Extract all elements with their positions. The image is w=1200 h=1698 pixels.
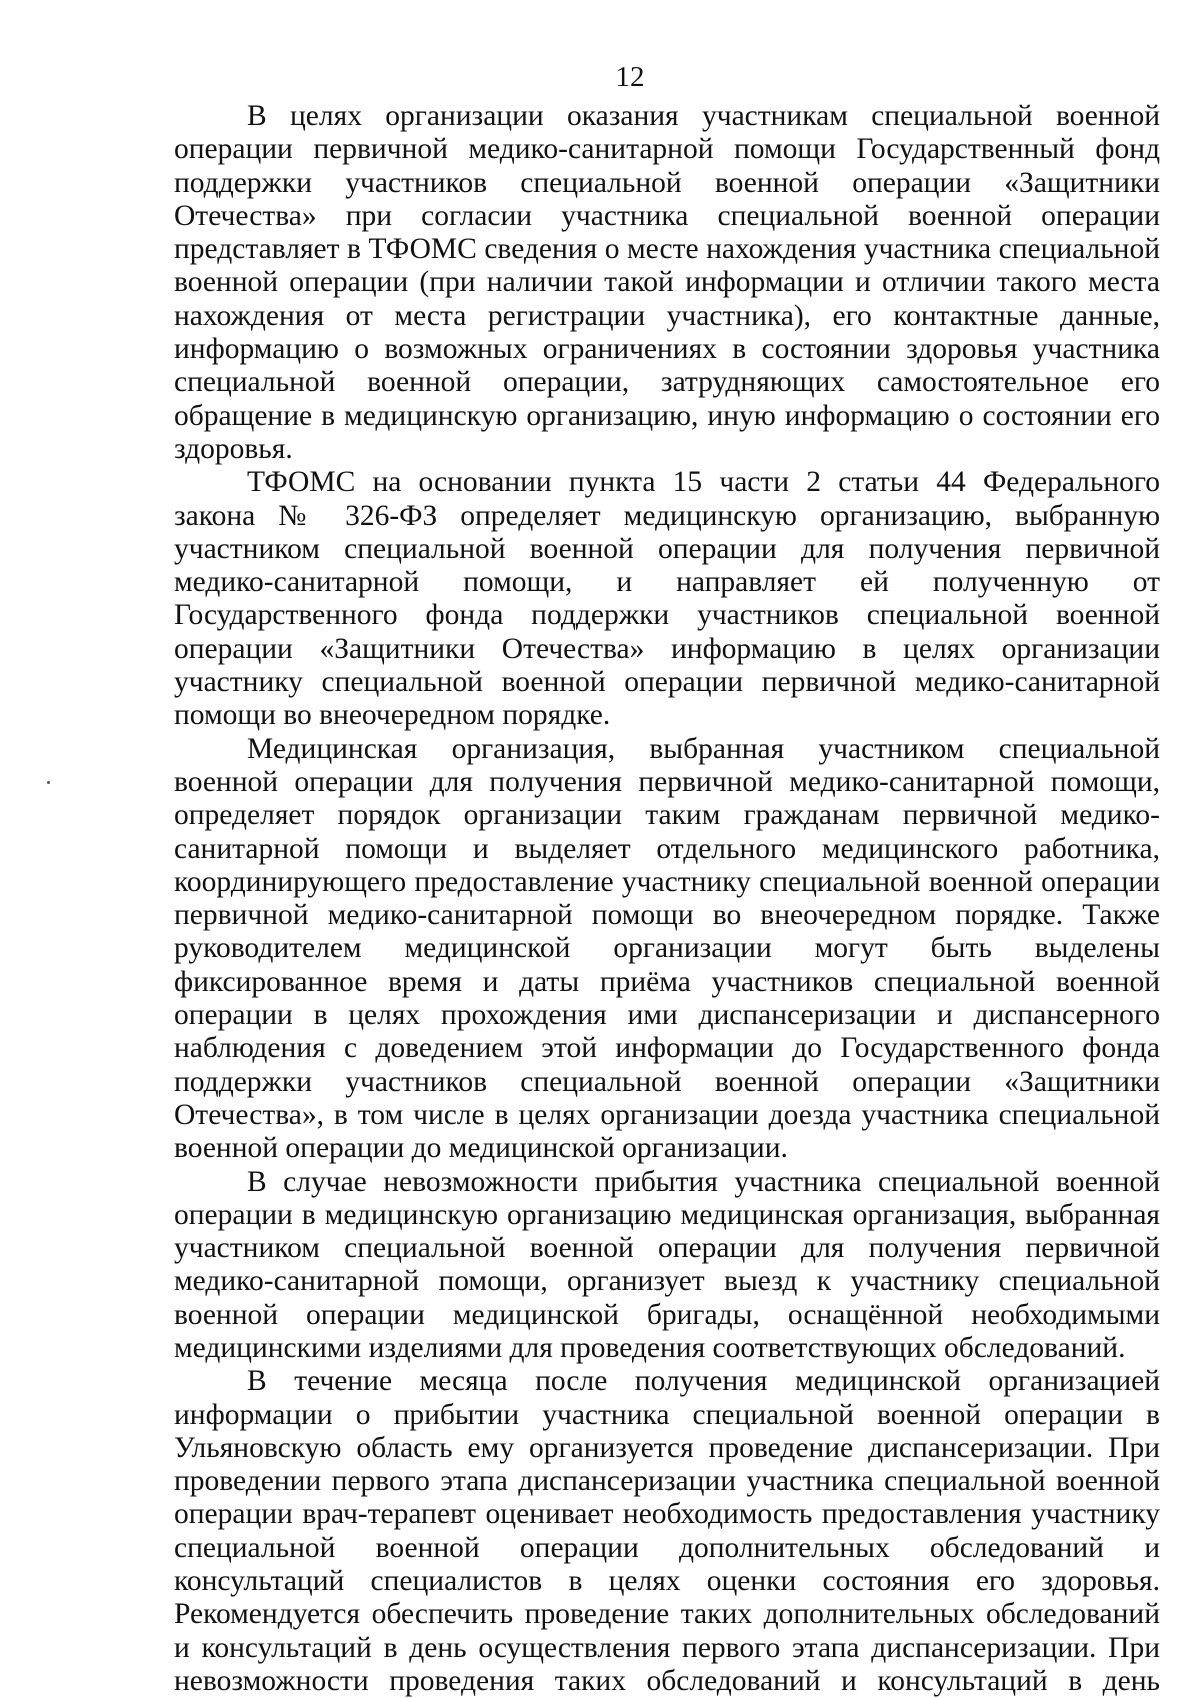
paragraph-3: Медицинская организация, выбранная участником специальной военной операции для получения первичной медико-санитарной помощи, определяет порядок организации таким гражданам первичной медико-санитарной помощи и выделяет отдельного медицинского работника, координирующего предоставление участнику специальной военной операции первичной медико-санитарной помощи во внеочередном порядке. Также руководителем медицинской организации могут быть выделены фиксированное время и даты приёма участников специальной военной операции в целях прохождения ими диспансеризации и диспансерного наблюдения с доведением этой информации до Государственного фонда поддержки участников специальной военной операции «Защитники Отечества», в том числе в целях организации доезда участника специальной военной операции до медицинской организации. — [174, 732, 1160, 1165]
paragraph-1: В целях организации оказания участникам специальной военной операции первичной медико-санитарной помощи Государственный фонд поддержки участников специальной военной операции «Защитники Отечества» при согласии участника специальной военной операции представляет в ТФОМС сведения о месте нахождения участника специальной военной операции (при наличии такой информации и отличии такого места нахождения от места регистрации участника), его контактные данные, информацию о возможных ограничениях в состоянии здоровья участника специальной военной операции, затрудняющих самостоятельное его обращение в медицинскую организацию, иную информацию о состоянии его здоровья. — [174, 100, 1160, 465]
paragraph-5: В течение месяца после получения медицинской организацией информации о прибытии участника специальной военной операции в Ульяновскую область ему организуется проведение диспансеризации. При проведении первого этапа диспансеризации участника специальной военной операции врач-терапевт оценивает необходимость предоставления участнику специальной военной операции дополнительных обследований и консультаций специалистов в целях оценки состояния его здоровья. Рекомендуется обеспечить проведение таких дополнительных обследований и консультаций в день осуществления первого этапа диспансеризации. При невозможности проведения таких обследований и консультаций в день — [174, 1365, 1160, 1697]
page-number: 12 — [615, 61, 645, 93]
paragraph-2: ТФОМС на основании пункта 15 части 2 статьи 44 Федерального закона № 326-ФЗ определяет медицинскую организацию, выбранную участником специальной военной операции для получения первичной медико-санитарной помощи, и направляет ей полученную от Государственного фонда поддержки участников специальной военной операции «Защитники Отечества» информацию в целях организации участнику специальной военной операции первичной медико-санитарной помощи во внеочередном порядке. — [174, 466, 1160, 732]
document-body — [174, 100, 1160, 1698]
scan-speck — [47, 781, 50, 784]
paragraph-4: В случае невозможности прибытия участника специальной военной операции в медицинскую организацию медицинская организация, выбранная участником специальной военной операции для получения первичной медико-санитарной помощи, организует выезд к участнику специальной военной операции медицинской бригады, оснащённой необходимыми медицинскими изделиями для проведения соответствующих обследований. — [174, 1165, 1160, 1364]
